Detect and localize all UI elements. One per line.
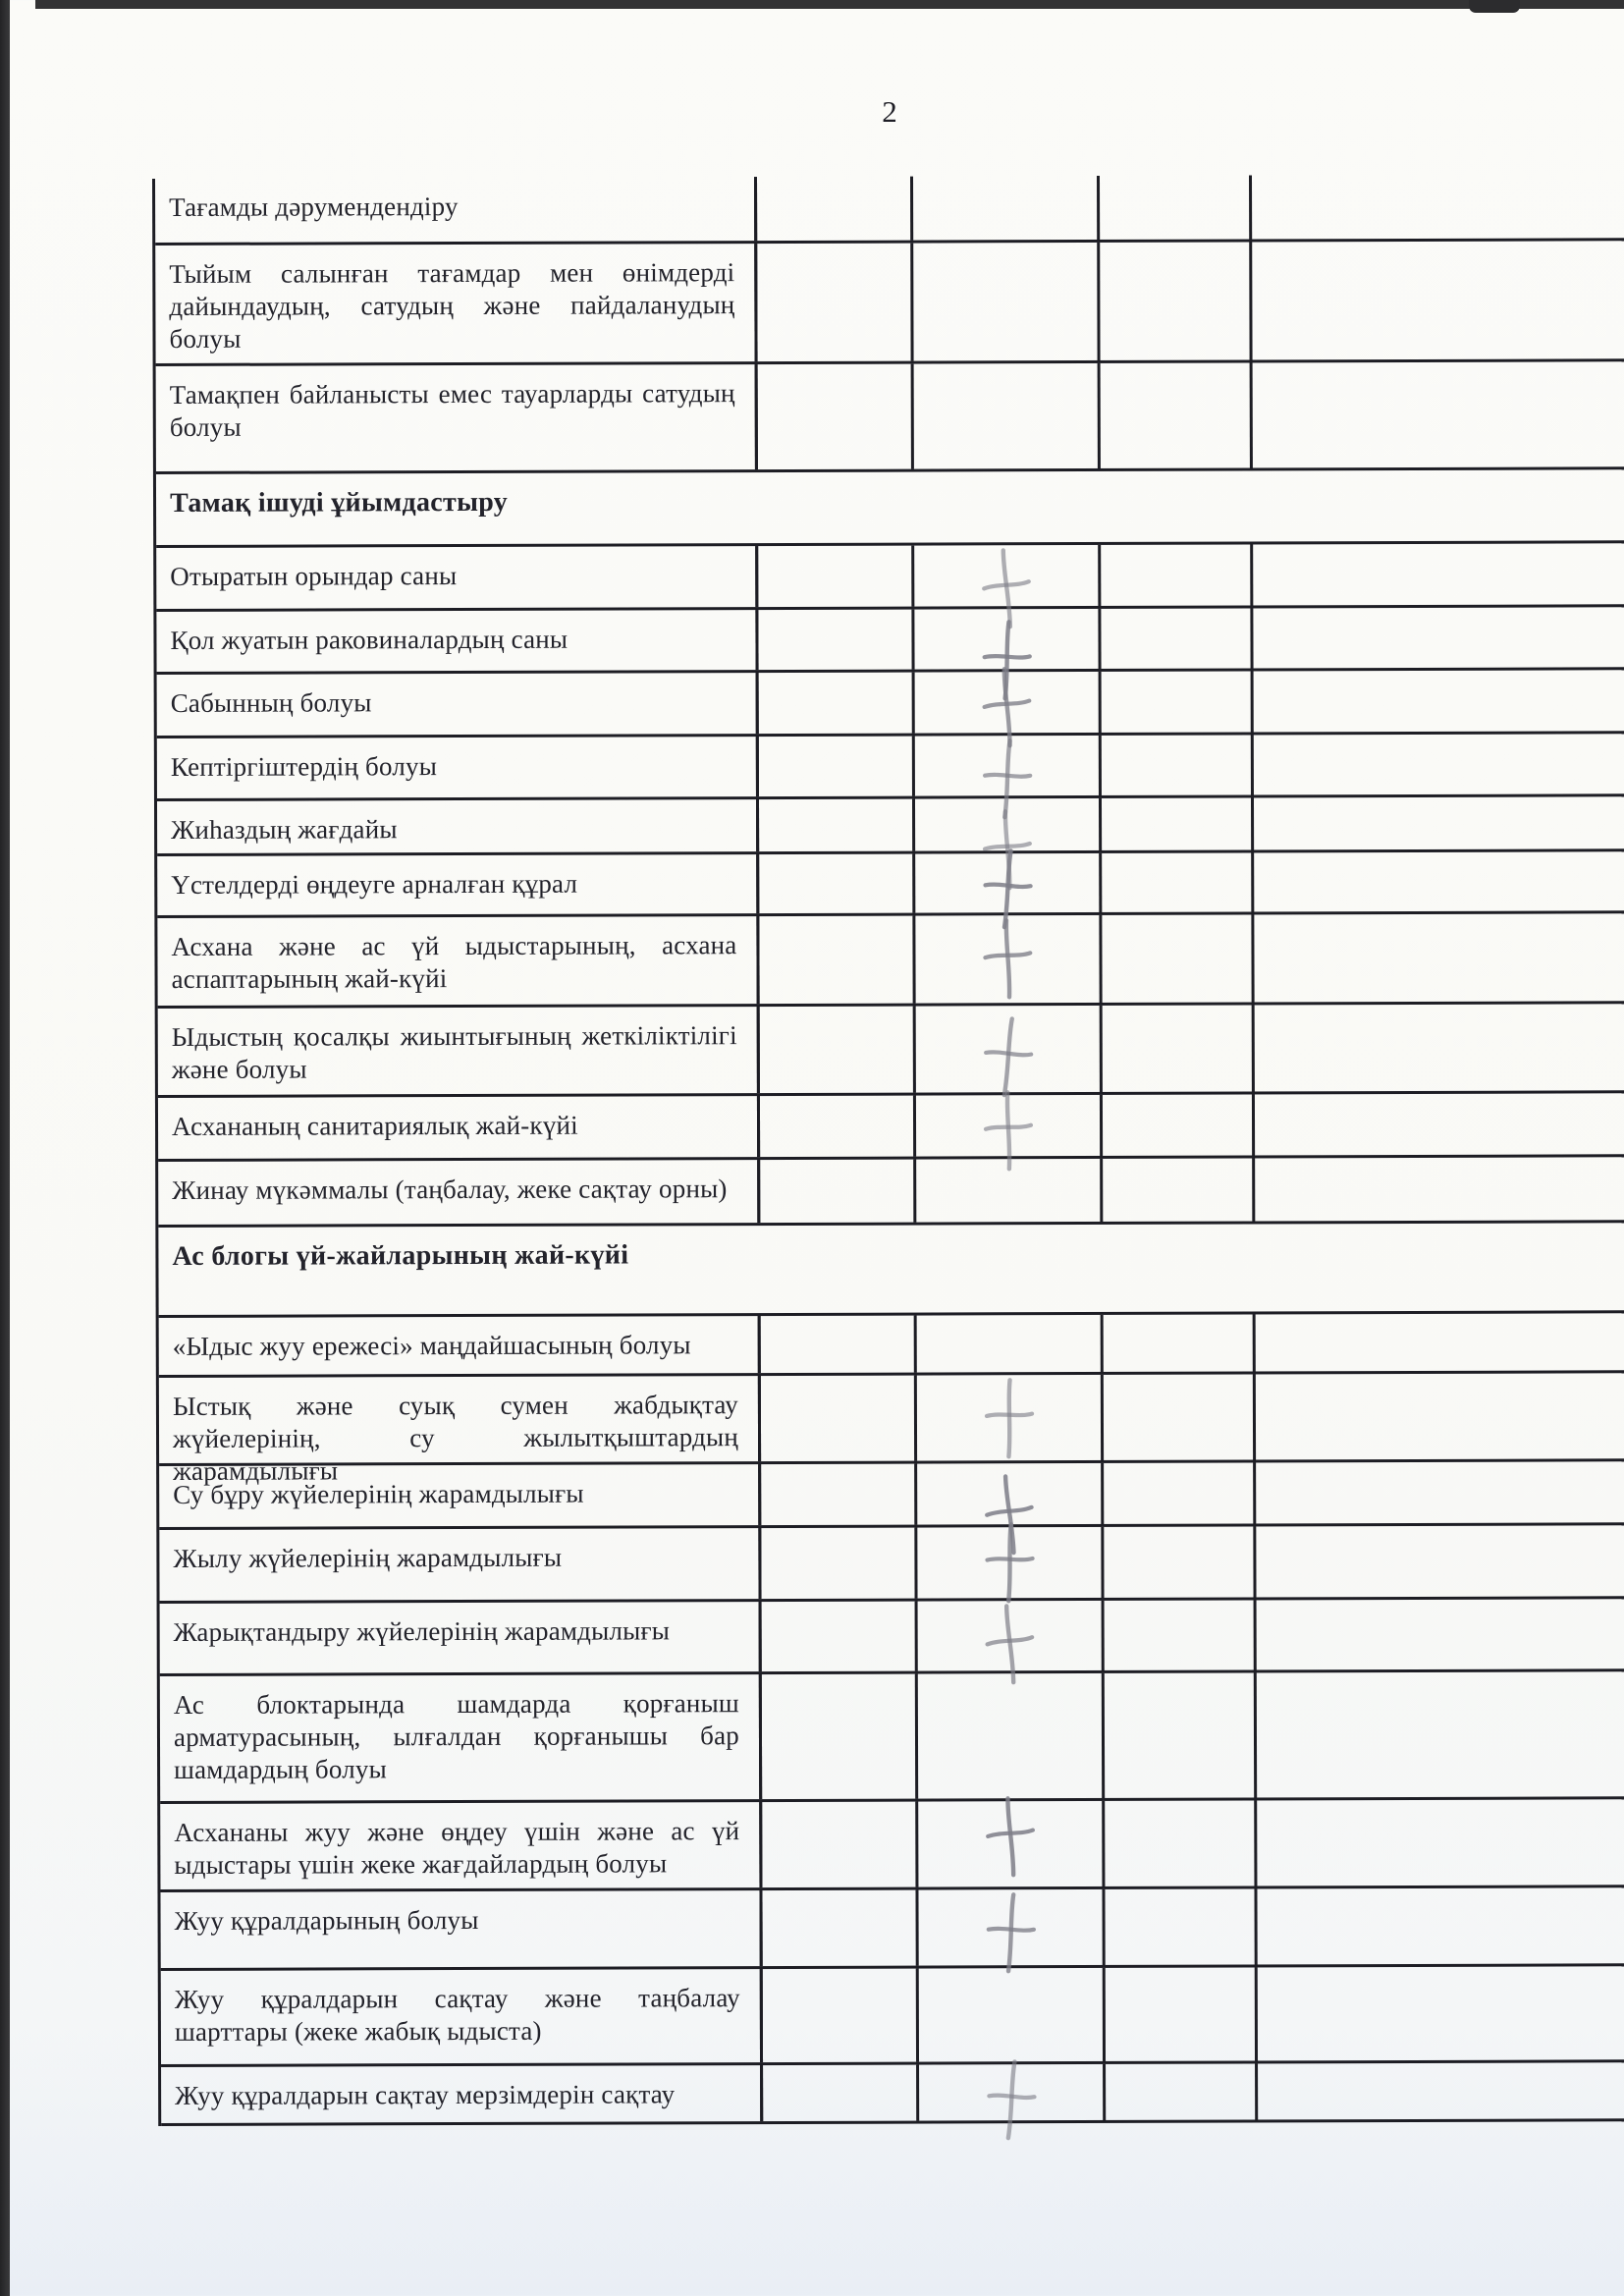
status-cell-2	[915, 915, 1102, 1004]
table-row	[157, 913, 1624, 1009]
status-cell-2	[915, 853, 1102, 913]
inspection-checklist-table	[152, 174, 1624, 2126]
table-row	[161, 2062, 1624, 2126]
item-label-cell: Отыратын орындар саны	[156, 546, 758, 609]
status-cell-3	[1103, 1005, 1255, 1091]
status-cell-3	[1106, 2063, 1258, 2119]
table-row	[155, 174, 1624, 246]
status-cell-4	[1252, 174, 1624, 239]
status-cell-2	[914, 363, 1101, 469]
status-cell-1	[756, 854, 915, 914]
table-row	[158, 1093, 1624, 1162]
status-cell-4	[1257, 1671, 1624, 1797]
status-cell-4	[1258, 1966, 1624, 2060]
table-row	[160, 1799, 1624, 1892]
status-cell-3	[1106, 1967, 1258, 2060]
status-cell-2	[915, 798, 1102, 851]
status-cell-4	[1257, 1887, 1624, 1964]
table-row	[158, 1004, 1624, 1098]
table-row	[155, 241, 1624, 366]
item-label-cell: Жинау мүкәммалы (таңбалау, жеке сақтау орны)	[158, 1160, 760, 1225]
status-cell-3	[1101, 362, 1253, 467]
status-cell-4	[1253, 607, 1624, 668]
table-row	[157, 734, 1624, 801]
status-cell-1	[757, 1096, 916, 1158]
item-label-cell: Тыйым салынған тағамдар мен өнімдерді дайындаудың, сатудың және пайдаланудың болуы	[155, 244, 757, 363]
pencil-plus-mark	[980, 2056, 1042, 2143]
status-cell-4	[1253, 361, 1624, 467]
status-cell-3	[1103, 1094, 1255, 1155]
table-row	[159, 1313, 1624, 1378]
item-label-cell: Жылу жүйелерінің жарамдылығы	[159, 1528, 761, 1601]
status-cell-4	[1256, 1373, 1624, 1459]
status-cell-4	[1256, 1313, 1624, 1371]
item-label-cell: Тағамды дәрумендендіру	[155, 177, 757, 243]
table-row	[160, 1671, 1624, 1804]
item-label-cell: Жуу құралдарын сақтау және таңбалау шарттары (жеке жабық ыдыста)	[161, 1969, 763, 2064]
item-label-cell: Су бұру жүйелерінің жарамдылығы	[159, 1464, 761, 1527]
status-cell-2	[918, 1801, 1105, 1887]
status-cell-3	[1102, 735, 1254, 794]
item-label-cell: Кептіргіштердің болуы	[157, 737, 759, 798]
table-row	[156, 361, 1624, 474]
table-row	[156, 543, 1624, 612]
status-cell-1	[759, 1674, 918, 1800]
status-cell-3	[1104, 1314, 1256, 1371]
status-cell-2	[917, 1463, 1104, 1525]
scan-left-edge-shadow	[0, 0, 10, 2296]
status-cell-1	[756, 737, 915, 797]
status-cell-3	[1105, 1800, 1257, 1886]
status-cell-1	[757, 1007, 916, 1094]
status-cell-1	[758, 1528, 917, 1600]
status-cell-3	[1101, 544, 1253, 605]
table-row	[157, 851, 1624, 918]
item-label-cell: Үстелдерді өңдеуге арналған құрал	[157, 854, 759, 915]
status-cell-4	[1253, 543, 1624, 605]
status-cell-1	[757, 1160, 916, 1224]
section-header-label: Тамақ ішуді ұйымдастыру	[169, 486, 509, 519]
pencil-plus-mark	[980, 1889, 1040, 1976]
item-label-cell: Ас блоктарында шамдарда қорғаныш арматурасының, ылғалдан қорғанышы бар шамдардың болуы	[160, 1674, 762, 1801]
item-label-cell: Жарықтандыру жүйелерінің жарамдылығы	[160, 1602, 762, 1673]
status-cell-2	[915, 736, 1102, 796]
status-cell-3	[1104, 1374, 1256, 1459]
status-cell-2	[919, 2064, 1106, 2121]
status-cell-1	[758, 1316, 917, 1374]
status-cell-1	[756, 673, 915, 735]
section-header-label: Ас блогы үй-жайларының жай-күйі	[172, 1239, 629, 1272]
status-cell-2	[916, 1095, 1103, 1157]
status-cell-3	[1102, 852, 1254, 911]
item-label-cell: Қол жуатын раковиналардың саны	[156, 610, 758, 672]
pencil-plus-mark	[981, 1520, 1039, 1605]
status-cell-4	[1258, 2062, 1624, 2119]
table-row	[159, 1525, 1624, 1604]
status-cell-1	[758, 1376, 917, 1462]
status-cell-2	[916, 1006, 1103, 1093]
status-cell-1	[756, 916, 915, 1005]
table-row	[156, 607, 1624, 675]
status-cell-2	[914, 545, 1101, 607]
status-cell-4	[1252, 241, 1624, 359]
status-cell-2	[918, 1673, 1105, 1799]
status-cell-3	[1104, 1462, 1256, 1523]
status-cell-3	[1102, 671, 1254, 732]
item-label-cell: Асхананың санитариялық жай-күйі	[158, 1096, 760, 1159]
status-cell-4	[1256, 1525, 1624, 1597]
item-label-cell: Жиһаздың жағдайы	[157, 799, 759, 853]
table-row	[158, 1157, 1624, 1228]
status-cell-1	[758, 1464, 917, 1526]
status-cell-4	[1254, 734, 1624, 794]
table-row	[157, 796, 1624, 856]
status-cell-4	[1257, 1799, 1624, 1886]
status-cell-2	[918, 1889, 1105, 1966]
status-cell-2	[919, 1968, 1106, 2062]
status-cell-3	[1104, 1526, 1256, 1597]
status-cell-2	[914, 609, 1101, 670]
status-cell-2	[913, 243, 1100, 361]
item-label-cell: Ыстық және суық сумен жабдықтау жүйелерінің, су жылытқыштардың жарамдылығы	[159, 1376, 761, 1463]
status-cell-2	[918, 1601, 1105, 1671]
item-label-cell: Сабынның болуы	[157, 673, 759, 736]
status-cell-4	[1254, 796, 1624, 849]
pencil-plus-mark	[978, 916, 1036, 1001]
status-cell-4	[1256, 1461, 1624, 1523]
table-row	[161, 1966, 1624, 2067]
status-cell-3	[1105, 1600, 1257, 1669]
item-label-cell: Жуу құралдарын сақтау мерзімдерін сақтау	[161, 2065, 763, 2123]
table-row	[159, 1461, 1624, 1530]
status-cell-1	[754, 177, 913, 242]
status-cell-2	[916, 1159, 1103, 1223]
status-cell-1	[756, 799, 915, 852]
status-cell-1	[759, 1802, 918, 1888]
status-cell-1	[759, 1890, 918, 1967]
status-cell-3	[1100, 242, 1252, 359]
status-cell-2	[913, 176, 1100, 241]
status-cell-4	[1254, 670, 1624, 732]
page-number: 2	[882, 94, 897, 129]
status-cell-4	[1255, 1004, 1624, 1091]
status-cell-3	[1102, 797, 1254, 849]
status-cell-1	[755, 610, 914, 671]
pencil-plus-mark	[981, 1377, 1037, 1460]
item-label-cell: Жуу құралдарының болуы	[160, 1890, 762, 1968]
section-header-row	[156, 469, 1624, 548]
table-row	[157, 670, 1624, 738]
status-cell-4	[1254, 851, 1624, 911]
status-cell-1	[755, 364, 914, 470]
status-cell-4	[1257, 1599, 1624, 1669]
status-cell-3	[1101, 608, 1253, 668]
item-label-cell: «Ыдыс жуу ережесі» маңдайшасының болуы	[159, 1316, 761, 1375]
table-row	[159, 1373, 1624, 1486]
section-header-row	[158, 1223, 1624, 1318]
status-cell-3	[1102, 914, 1254, 1002]
status-cell-3	[1100, 175, 1252, 239]
pencil-plus-mark	[976, 1013, 1039, 1101]
pencil-plus-mark	[980, 1793, 1041, 1880]
table-row	[160, 1887, 1624, 1971]
status-cell-3	[1103, 1158, 1255, 1221]
status-cell-4	[1255, 1093, 1624, 1155]
status-cell-2	[917, 1315, 1104, 1373]
item-label-cell: Асхананы жуу және өңдеу үшін және ас үй ыдыстары үшін жеке жағдайлардың болуы	[160, 1802, 762, 1889]
scan-top-edge-shadow	[35, 0, 1624, 9]
table-row	[160, 1599, 1624, 1676]
scan-artifact	[1469, 0, 1520, 13]
status-cell-2	[917, 1527, 1104, 1599]
status-cell-1	[755, 546, 914, 608]
status-cell-4	[1255, 1157, 1624, 1221]
item-label-cell: Тамақпен байланысты емес тауарларды сатудың болуы	[156, 364, 758, 471]
item-label-cell: Ыдыстың қосалқы жиынтығының жеткіліктілігі және болуы	[158, 1007, 760, 1095]
status-cell-1	[760, 2065, 919, 2122]
status-cell-3	[1105, 1672, 1257, 1797]
status-cell-3	[1105, 1888, 1257, 1964]
status-cell-1	[759, 1602, 918, 1672]
status-cell-1	[760, 1969, 919, 2063]
item-label-cell: Асхана және ас үй ыдыстарының, асхана аспаптарының жай-күйі	[157, 916, 759, 1006]
status-cell-4	[1254, 913, 1624, 1002]
status-cell-2	[917, 1375, 1104, 1461]
status-cell-1	[754, 244, 913, 362]
status-cell-2	[915, 672, 1102, 734]
